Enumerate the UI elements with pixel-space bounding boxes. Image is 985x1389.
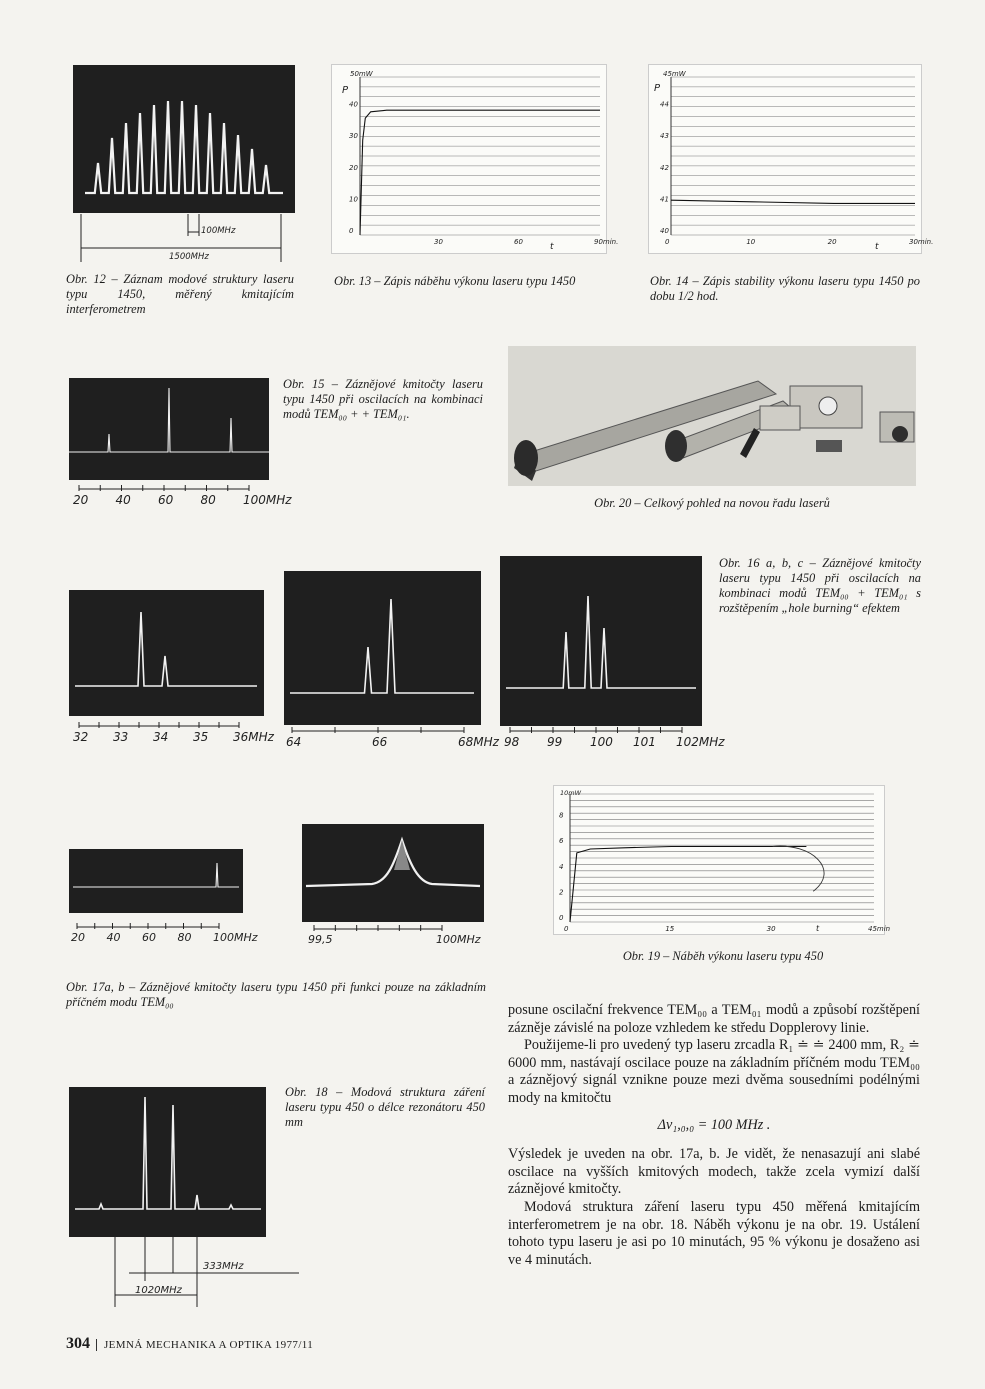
fig12-dimension-lines xyxy=(73,214,295,266)
tick-label: 34 xyxy=(153,730,169,744)
x-tick-label: 30 xyxy=(434,238,443,246)
tick-label: 40 xyxy=(106,931,121,944)
tick-label: 100MHz xyxy=(213,931,258,944)
fig17a-scope-photo xyxy=(69,849,243,913)
fig12-label-1500mhz: 1500MHz xyxy=(169,252,209,262)
fig14-x-axis-label: t xyxy=(875,242,879,252)
tick-label: 36MHz xyxy=(233,730,274,744)
fig16c-axis xyxy=(500,727,725,751)
fig19-chart xyxy=(553,785,891,935)
paragraph-1: posune oscilační frekvence TEM₀₀ a TEM₀₁ modů a způsobí rozštěpení záznějе závislé na poloze vzhledem ke středu Dopplerovy linie. xyxy=(508,1002,920,1036)
fig13-chart xyxy=(331,64,619,254)
fig17-caption: Obr. 17a, b – Záznějové kmitočty laseru typu 1450 při funkci pouze na základním příčném modu TEM₀₀ xyxy=(66,980,487,1009)
y-tick-label: 41 xyxy=(660,195,669,204)
tick-label: 32 xyxy=(73,730,89,744)
y-tick-label: 42 xyxy=(660,163,669,172)
paragraph-4: Modová struktura záření laseru typu 450 měřená kmitajícím interferometrem je na obr. 18. Náběh výkonu je na obr. 19. Ustálení tohoto typu laseru je asi po 10 minutách, 95 % výkonu je dosaženo asi ve 4 minutách. xyxy=(508,1198,920,1268)
fig18-scope-photo xyxy=(69,1087,266,1237)
tick-label: 33 xyxy=(113,730,129,744)
tick-label: 60 xyxy=(142,931,156,944)
tick-label: 80 xyxy=(200,493,216,507)
fig19-x-axis-label: t xyxy=(816,924,820,933)
x-tick-label: 20 xyxy=(827,238,837,246)
tick-label: 99,5 xyxy=(308,933,333,946)
tick-label: 68MHz xyxy=(458,735,499,749)
x-tick-label: 30min. xyxy=(909,238,934,246)
tick-label: 60 xyxy=(158,493,174,507)
fig12-caption: Obr. 12 – Záznam modové struktury laseru typu 1450, měřený kmitajícím interferometrem xyxy=(66,272,294,316)
fig13-caption: Obr. 13 – Zápis náběhu výkonu laseru typu 1450 xyxy=(334,274,576,288)
x-tick-label: 90min. xyxy=(594,238,619,246)
y-tick-label: 40 xyxy=(660,227,669,235)
fig16-caption: Obr. 16 a, b, c – Záznějové kmitočty laseru typu 1450 při oscilacích na kombinaci modů TEM₀₀ + TEM₀₁ s rozštěpením „hole burning“ efektem xyxy=(719,556,921,615)
fig18-label-333mhz: 333MHz xyxy=(203,1261,244,1272)
fig16b-axis xyxy=(284,727,499,751)
fig18-dimension-lines xyxy=(69,1237,299,1309)
y-tick-label: 4 xyxy=(559,862,564,871)
fig14-y-unit: 45mW xyxy=(663,70,686,78)
x-tick-label: 0 xyxy=(665,238,670,246)
fig16c-scope-photo xyxy=(500,556,702,726)
x-tick-label: 10 xyxy=(746,238,756,246)
page-footer xyxy=(66,1335,313,1353)
fig14-caption: Obr. 14 – Zápis stability výkonu laseru typu 1450 po dobu 1/2 hod. xyxy=(650,274,920,303)
article-body-text xyxy=(508,1002,920,1269)
pen-return-curve xyxy=(773,846,824,891)
y-tick-label: 43 xyxy=(660,132,669,141)
fig18-caption: Obr. 18 – Modová struktura záření laseru typu 450 o délce rezonátoru 450 mm xyxy=(285,1085,485,1129)
fig13-y-unit: 50mW xyxy=(350,70,373,78)
fig14-y-axis-label: P xyxy=(654,83,661,94)
tick-label: 35 xyxy=(193,730,209,744)
fig14-chart xyxy=(648,64,934,254)
scope-trace xyxy=(85,101,283,193)
y-tick-label: 8 xyxy=(559,811,564,820)
tick-label: 20 xyxy=(71,931,85,944)
paragraph-2: Použijeme-li pro uvedený typ laseru zrcadla R₁ ≐ ≐ 2400 mm, R₂ ≐ 6000 mm, nastávají oscilace pouze na základním příčném modu TEM₀₀ a záznějový signál vznikne pouze mezi dvěma sousedními podélnými mody na kmitočtu xyxy=(508,1037,920,1106)
series-line xyxy=(671,200,915,203)
y-tick-label: 44 xyxy=(660,100,669,109)
fig15-caption: Obr. 15 – Záznějové kmitočty laseru typu 1450 při oscilacích na kombinaci modů TEM₀₀ + + TEM₀₁. xyxy=(283,377,483,421)
scope-trace xyxy=(73,863,239,887)
y-tick-label: 2 xyxy=(559,888,564,897)
tick-label: 40 xyxy=(115,493,131,507)
fig15-axis xyxy=(69,483,292,513)
scope-trace xyxy=(75,1097,261,1209)
fig17b-axis xyxy=(302,925,484,951)
tick-label: 100 xyxy=(590,735,613,749)
fig19-y-unit: 10mW xyxy=(560,789,582,797)
y-tick-label: 6 xyxy=(559,837,564,846)
scope-trace xyxy=(306,840,480,886)
page-number: 304 xyxy=(66,1335,90,1352)
x-tick-label: 30 xyxy=(766,925,776,933)
tick-label: 20 xyxy=(73,493,89,507)
scope-trace xyxy=(69,388,269,452)
tick-label: 80 xyxy=(177,931,192,944)
y-tick-label: 40 xyxy=(349,100,358,109)
fig13-y-axis-label: P xyxy=(342,85,349,96)
fig19-caption: Obr. 19 – Náběh výkonu laseru typu 450 xyxy=(622,949,824,963)
x-tick-label: 60 xyxy=(514,238,523,246)
tick-label: 98 xyxy=(504,735,520,749)
scope-trace xyxy=(75,612,257,686)
fig16a-axis xyxy=(69,720,274,750)
fig16b-scope-photo xyxy=(284,571,481,725)
fig20-photo xyxy=(508,346,916,486)
y-tick-label: 0 xyxy=(559,914,564,922)
fig16a-scope-photo xyxy=(69,590,264,716)
journal-title: JEMNÁ MECHANIKA A OPTIKA 1977/11 xyxy=(96,1339,313,1351)
x-tick-label: 0 xyxy=(564,925,569,933)
fig17b-scope-photo xyxy=(302,824,484,922)
series-line xyxy=(360,110,600,235)
scope-trace xyxy=(290,599,474,693)
tick-label: 64 xyxy=(286,735,302,749)
y-tick-label: 20 xyxy=(349,163,358,172)
y-tick-label: 0 xyxy=(349,227,354,235)
paragraph-3: Výsledek je uveden na obr. 17a, b. Je vidět, že nenasazují ani slabé oscilace na vyšších kmitových modech, takže zcela vymizí další záznějové kmitočty. xyxy=(508,1146,920,1198)
fig17a-axis xyxy=(69,923,258,951)
fig20-caption: Obr. 20 – Celkový pohled na novou řadu laserů xyxy=(594,496,830,510)
tick-label: 102MHz xyxy=(676,735,725,749)
fig18-label-1020mhz: 1020MHz xyxy=(135,1285,182,1296)
fig15-scope-photo xyxy=(69,378,269,480)
fig13-x-axis-label: t xyxy=(550,242,554,252)
x-tick-label: 15 xyxy=(665,925,675,933)
equation: Δν₁,₀,₀ = 100 MHz . xyxy=(657,1116,771,1133)
tick-label: 100MHz xyxy=(243,493,292,507)
y-tick-label: 10 xyxy=(349,195,358,204)
tick-label: 100MHz xyxy=(436,933,481,946)
tick-label: 101 xyxy=(633,735,656,749)
fig12-label-100mhz: 100MHz xyxy=(201,226,236,236)
tick-label: 66 xyxy=(372,735,388,749)
scope-trace xyxy=(506,596,696,688)
tick-label: 99 xyxy=(547,735,563,749)
fig12-scope-photo xyxy=(73,65,295,213)
x-tick-label: 45min xyxy=(868,925,891,933)
y-tick-label: 30 xyxy=(349,132,358,141)
